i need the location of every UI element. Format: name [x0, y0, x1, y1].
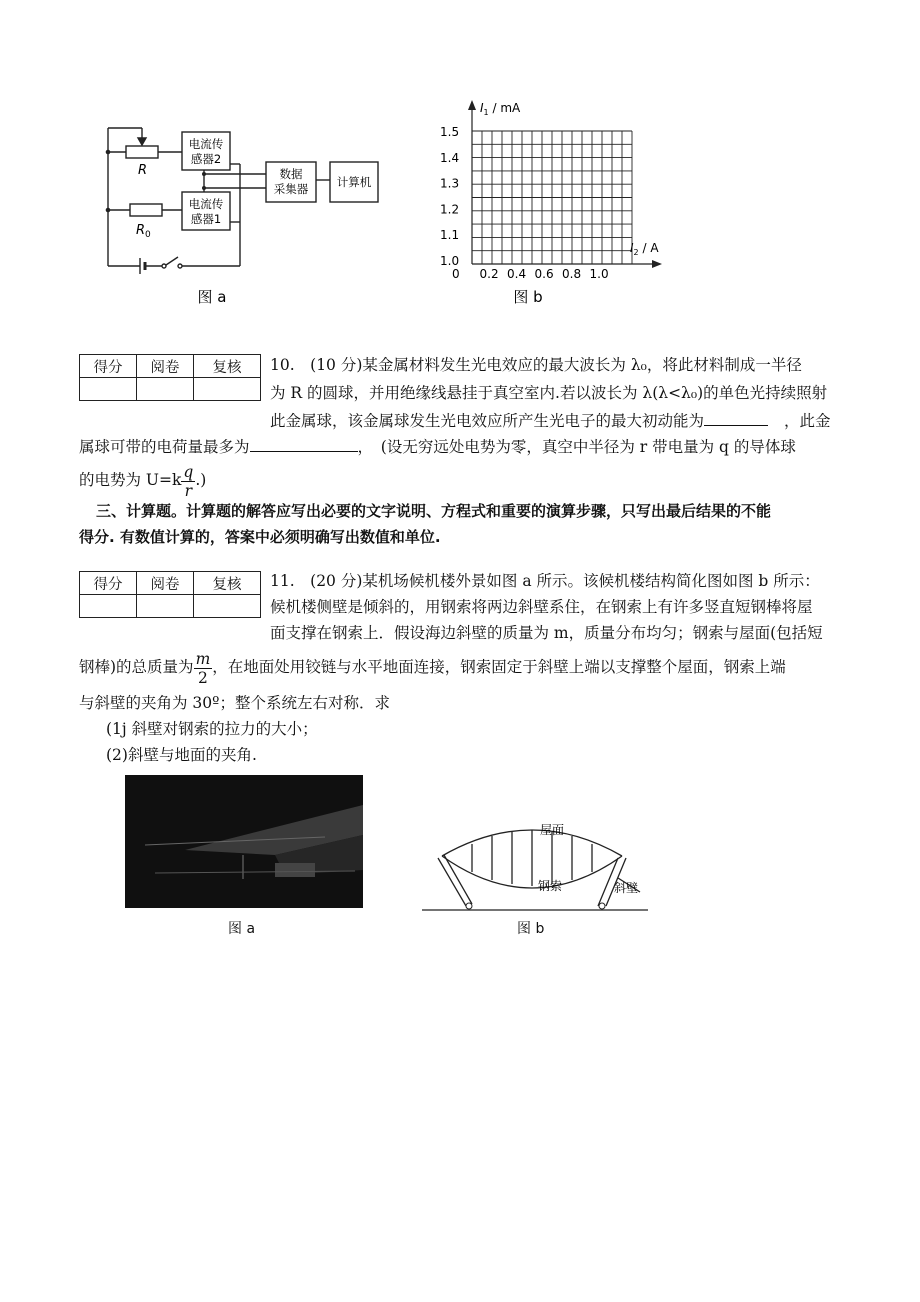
y-tick-label: 1.4 [440, 150, 460, 165]
q10-line-1: 10. (10 分)某金属材料发生光电效应的最大波长为 λ₀，将此材料制成一半径 [270, 356, 802, 374]
review-cell[interactable] [137, 378, 194, 401]
score-header: 得分 [80, 355, 137, 378]
q11-line-4-text: 钢棒)的总质量为 [79, 658, 194, 676]
review-header: 阅卷 [137, 355, 194, 378]
x-tick-label: 0.2 [479, 267, 499, 281]
q10-line-4-tail: ， (设无穷远处电势为零，真空中半径为 r 带电量为 q 的导体球 [357, 438, 796, 456]
x-axis-label: $I_2$ / A [630, 241, 659, 257]
answer-blank-charge[interactable] [250, 451, 358, 452]
mass-fraction [194, 650, 213, 687]
q10-line-4 [79, 434, 796, 460]
q10-line-2: 为 R 的圆球，并用绝缘线悬挂于真空室内.若以波长为 λ(λ<λ₀)的单色光持续照射 [270, 384, 828, 402]
figure-11a-caption: 图 a [228, 921, 256, 937]
q10-line-5-text: 的电势为 U=k [79, 471, 182, 489]
q10-line-5-tail: .) [195, 471, 207, 489]
recheck-cell[interactable] [194, 595, 261, 618]
cable-label: 钢索 [538, 879, 563, 893]
q10-line-3-tail: ，此金 [784, 412, 831, 430]
figure-a-caption: 图 a [197, 288, 227, 306]
computer-label: 计算机 [336, 175, 372, 189]
potential-fraction [181, 463, 195, 500]
x-tick-label: 0.4 [507, 267, 527, 281]
sensor1-label-2: 感器1 [190, 212, 222, 226]
sensor2-label-2: 感器2 [190, 152, 222, 166]
q11-subquestion-1: (1j 斜壁对钢索的拉力的大小； [106, 720, 318, 738]
q11-line-3: 面支撑在钢索上．假设海边斜壁的质量为 m，质量分布均匀；钢索与屋面(包括短 [270, 624, 823, 642]
q11-subquestion-2: (2)斜壁与地面的夹角. [106, 746, 257, 764]
section3-instructions-2: 得分. 有数值计算的，答案中必须明确写出数值和单位. [79, 528, 441, 546]
y-tick-label: 1.5 [440, 125, 460, 139]
circuit-diagram [100, 118, 390, 313]
score-header: 得分 [80, 572, 137, 595]
y-tick-label: 1.0 [440, 254, 460, 268]
q10-line-4-text: 属球可带的电荷量最多为 [79, 438, 250, 456]
terminal-photo [125, 775, 363, 908]
resistor-r0-label: $R_0$ [136, 223, 151, 240]
sensor1-label-1: 电流传 [188, 197, 224, 211]
wall-label: 斜壁 [614, 881, 639, 895]
x-tick-label: 0.6 [534, 267, 554, 281]
figure-11b-caption: 图 b [517, 921, 545, 937]
recheck-cell[interactable] [194, 378, 261, 401]
recheck-header: 复核 [194, 572, 261, 595]
x-tick-label: 0.8 [562, 267, 582, 281]
q11-line-2: 候机楼侧壁是倾斜的，用钢索将两边斜壁系住，在钢索上有许多竖直短钢棒将屋 [270, 598, 813, 616]
q11-line-4-tail: ，在地面处用铰链与水平地面连接，钢索固定于斜壁上端以支撑整个屋面，钢索上端 [212, 658, 786, 676]
score-table-q11 [79, 571, 261, 618]
review-cell[interactable] [137, 595, 194, 618]
q11-line-4 [79, 644, 786, 690]
y-tick-label: 1.1 [440, 228, 460, 243]
x-tick-label: 1.0 [589, 267, 609, 281]
figure-b-caption: 图 b [513, 288, 543, 306]
y-tick-label: 1.2 [440, 202, 460, 217]
collector-label-1: 数据 [279, 167, 303, 181]
score-table-q10 [79, 354, 261, 401]
y-tick-label: 1.3 [440, 176, 460, 191]
q11-line-5: 与斜壁的夹角为 30º；整个系统左右对称．求 [79, 694, 390, 712]
resistor-r-label: R [138, 163, 148, 178]
score-cell[interactable] [80, 378, 137, 401]
score-cell[interactable] [80, 595, 137, 618]
fraction-numerator: m [195, 649, 211, 668]
q10-line-3 [270, 408, 831, 434]
collector-label-2: 采集器 [273, 182, 309, 196]
y-axis-label: $I_1$ / mA [480, 101, 521, 117]
graph-paper-figure [436, 96, 666, 311]
section3-instructions-1: 三、计算题。计算题的解答应写出必要的文字说明、方程式和重要的演算步骤，只写出最后结果的不能 [96, 502, 772, 520]
x-tick-label: 0 [452, 267, 460, 281]
fraction-denominator: r [184, 481, 193, 500]
q10-line-5 [79, 460, 206, 500]
answer-blank-kinetic-energy[interactable] [704, 425, 768, 426]
fraction-numerator: q [183, 462, 194, 481]
q10-line-3-text: 此金属球，该金属球发生光电效应所产生光电子的最大初动能为 [270, 412, 705, 430]
roof-label: 屋面 [540, 823, 565, 837]
q11-line-1: 11. (20 分)某机场候机楼外景如图 a 所示。该候机楼结构简化图如图 b 所示： [270, 572, 820, 590]
fraction-denominator: 2 [197, 668, 208, 687]
review-header: 阅卷 [137, 572, 194, 595]
recheck-header: 复核 [194, 355, 261, 378]
sensor2-label-1: 电流传 [188, 137, 224, 151]
